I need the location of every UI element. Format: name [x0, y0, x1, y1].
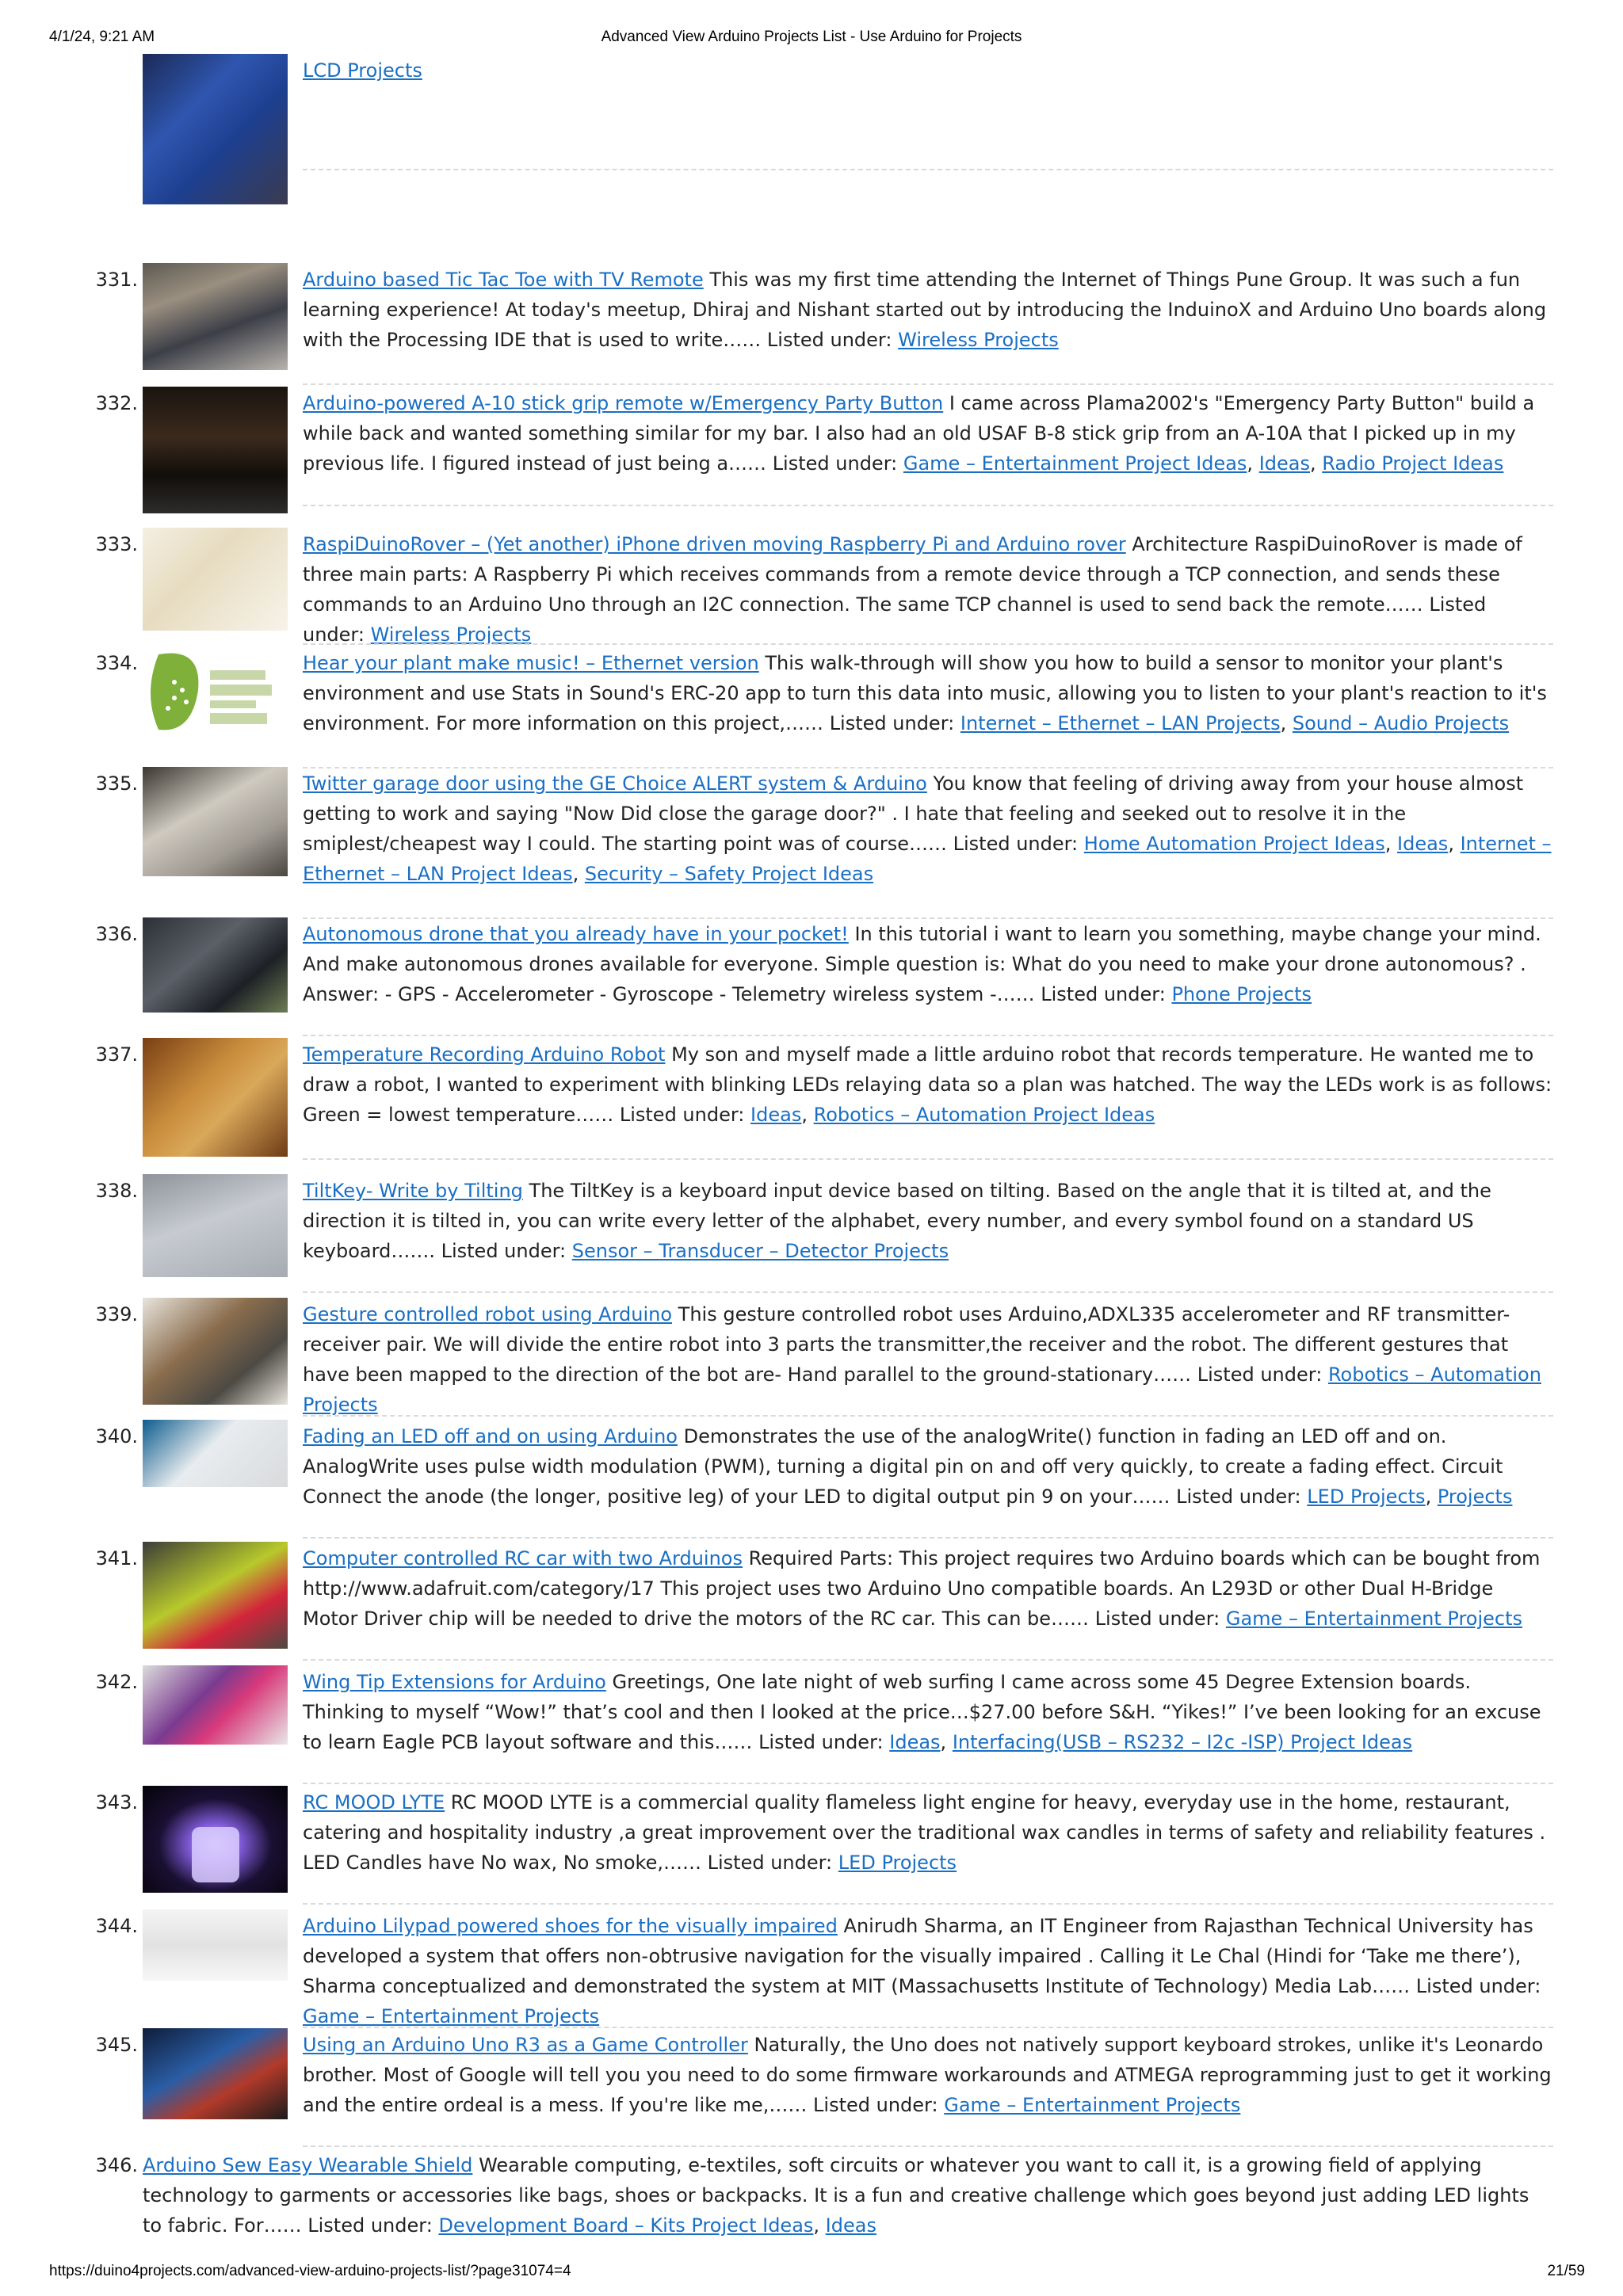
listed-under-label: Listed under:: [441, 1240, 567, 1262]
category-link[interactable]: Security – Safety Project Ideas: [584, 863, 874, 885]
project-title-link[interactable]: Fading an LED off and on using Arduino: [303, 1425, 678, 1447]
project-thumbnail[interactable]: [143, 1298, 288, 1405]
category-link[interactable]: Interfacing(USB – RS232 – I2c -ISP) Project Ideas: [952, 1731, 1413, 1753]
project-description: This gesture controlled robot uses Arduino,ADXL335 accelerometer and RF transmitter-receiver pair. We will divide the entire robot into 3 parts the transmitter,the receiver and the robot. The different gestures that have been mapped to the direction of the bot are- Hand parallel to the ground-stationary……: [303, 1303, 1510, 1386]
project-description: Architecture RaspiDuinoRover is made of three main parts: A Raspberry Pi which receives commands from a remote device through a TCP connection, and sends these commands to an Arduino Uno through an I2C connection. The same TCP channel is used to send back the remote……: [303, 533, 1522, 616]
category-link[interactable]: Internet – Ethernet – LAN Project Ideas: [303, 833, 1552, 885]
project-thumbnail[interactable]: [143, 767, 288, 876]
project-thumbnail[interactable]: [143, 1174, 288, 1277]
entry-divider: [303, 383, 1553, 385]
category-link[interactable]: Robotics – Automation Project Ideas: [813, 1104, 1155, 1126]
project-entry-text: [303, 2030, 1553, 2120]
project-thumbnail[interactable]: [143, 528, 288, 631]
listed-under-label: Listed under:: [758, 1731, 884, 1753]
project-entry-text: [303, 769, 1553, 889]
category-link[interactable]: Ideas: [825, 2214, 876, 2237]
category-link[interactable]: LED Projects: [838, 1852, 957, 1874]
item-number: 333.: [95, 533, 138, 555]
item-number: 343.: [95, 1791, 138, 1814]
category-separator: ,: [940, 1731, 953, 1753]
item-number: 344.: [95, 1915, 138, 1937]
entry-divider: [303, 643, 1553, 645]
project-description: Anirudh Sharma, an IT Engineer from Rajasthan Technical University has developed a system that offers non-obtrusive navigation for the visually impaired . Calling it Le Chal (Hindi for ‘Take me there’), Sharma conceptualized and demonstrated the system at MIT (Massachusetts Institute of Technology) Media Lab……: [303, 1915, 1533, 1997]
entry-divider: [303, 2027, 1553, 2028]
project-title-link[interactable]: Arduino Lilypad powered shoes for the visually impaired: [303, 1915, 838, 1937]
category-link[interactable]: Game – Entertainment Project Ideas: [903, 452, 1247, 475]
category-link[interactable]: Sound – Audio Projects: [1292, 712, 1510, 734]
category-link[interactable]: Ideas: [750, 1104, 802, 1126]
category-separator: ,: [1280, 712, 1293, 734]
project-entry-text: [303, 1421, 1553, 1512]
project-title-link[interactable]: RaspiDuinoRover – (Yet another) iPhone driven moving Raspberry Pi and Arduino rover: [303, 533, 1126, 555]
category-link[interactable]: Robotics – Automation Projects: [303, 1363, 1541, 1416]
project-description: Naturally, the Uno does not natively support keyboard strokes, unlike it's Leonardo brother. Most of Google will tell you you need to do some firmware workarounds and ATMEGA reprogramming just to get it working and the entire ordeal is a mess. If you're like me,……: [303, 2034, 1552, 2116]
project-description: This was my first time attending the Internet of Things Pune Group. It was such a fun learning experience! At today's meetup, Dhiraj and Nishant started out by introducing the InduinoX and Arduino Uno boards along with the Processing IDE that is used to write……: [303, 269, 1547, 351]
print-page-number: 21/59: [1547, 2263, 1585, 2279]
project-entry-text: [303, 1039, 1553, 1130]
listed-under-label: Listed under:: [953, 833, 1079, 855]
project-entry-text: [303, 1787, 1553, 1878]
entry-divider: [303, 1783, 1553, 1784]
project-title-link[interactable]: LCD Projects: [303, 59, 422, 82]
project-entry-text: [303, 648, 1553, 738]
listed-under-label: Listed under:: [1094, 1608, 1220, 1630]
project-entry-text: [303, 1176, 1553, 1266]
listed-under-label: Listed under:: [619, 1104, 745, 1126]
item-number: 342.: [95, 1671, 138, 1693]
print-datetime: 4/1/24, 9:21 AM: [49, 29, 155, 45]
entry-divider: [303, 1537, 1553, 1539]
entry-divider: [303, 169, 1553, 170]
project-title-link[interactable]: Arduino Sew Easy Wearable Shield: [143, 2154, 473, 2176]
category-link[interactable]: Sensor – Transducer – Detector Projects: [571, 1240, 949, 1262]
listed-under-label: Listed under:: [813, 2094, 938, 2116]
category-link[interactable]: Game – Entertainment Projects: [303, 2005, 600, 2027]
listed-under-label: Listed under:: [766, 329, 892, 351]
project-title-link[interactable]: Computer controlled RC car with two Arduinos: [303, 1547, 743, 1569]
listed-under-label: Listed under:: [307, 2214, 433, 2237]
project-description: Required Parts: This project requires two Arduino boards which can be bought from http://www.adafruit.com/category/17 This project uses two Arduino Uno compatible boards. An L293D or other Dual H-Bridge Motor Driver chip will be needed to drive the motors of the RC car. This can be……: [303, 1547, 1541, 1630]
project-title-link[interactable]: Arduino based Tic Tac Toe with TV Remote: [303, 269, 704, 291]
project-description: My son and myself made a little arduino robot that records temperature. He wanted me to draw a robot, I wanted to experiment with blinking LEDs relaying data so a plan was hatched. The way the LEDs work is as follows: Green = lowest temperature……: [303, 1043, 1552, 1126]
project-description: Wearable computing, e-textiles, soft circuits or whatever you want to call it, is a growing field of applying technology to garments or accessories like bags, shoes or backpacks. It is a fun and creative challenge which goes beyond just adding LED lights to fabric. For……: [143, 2154, 1529, 2237]
listed-under-label: Listed under:: [707, 1852, 833, 1874]
project-entry-text: [303, 1911, 1553, 2031]
project-thumbnail[interactable]: [143, 1786, 288, 1893]
item-number: 335.: [95, 772, 138, 795]
stats-in-sound-logo: [143, 646, 288, 738]
item-number: 345.: [95, 2034, 138, 2056]
item-number: 339.: [95, 1303, 138, 1325]
project-thumbnail[interactable]: [143, 1420, 288, 1487]
print-page-title: Advanced View Arduino Projects List - Use Arduino for Projects: [601, 29, 1022, 45]
category-link[interactable]: Game – Entertainment Projects: [944, 2094, 1241, 2116]
project-entry-text: [303, 1667, 1553, 1757]
project-entry-text: [303, 529, 1553, 650]
category-separator: ,: [1384, 833, 1398, 855]
project-thumbnail[interactable]: [143, 54, 288, 204]
project-thumbnail[interactable]: [143, 2028, 288, 2119]
item-number: 341.: [95, 1547, 138, 1569]
item-number: 340.: [95, 1425, 138, 1447]
project-title-link[interactable]: Twitter garage door using the GE Choice ALERT system & Arduino: [303, 772, 927, 795]
item-number: 346.: [95, 2154, 138, 2176]
project-entry-text: [303, 388, 1553, 479]
listed-under-label: Listed under:: [1197, 1363, 1323, 1386]
project-description: Greetings, One late night of web surfing I came across some 45 Degree Extension boards. Thinking to myself “Wow!” that’s cool and then I looked at the price…$27.00 before S&H. “Yikes!” I’ve been looking for an excuse to learn Eagle PCB layout software and this……: [303, 1671, 1541, 1753]
category-link[interactable]: Game – Entertainment Projects: [1225, 1608, 1523, 1630]
project-title-link[interactable]: Using an Arduino Uno R3 as a Game Controller: [303, 2034, 748, 2056]
project-entry-text: [143, 2150, 1553, 2241]
candle-glow-image: [143, 1786, 288, 1893]
item-number: 332.: [95, 392, 138, 414]
project-description: In this tutorial i want to learn you something, maybe change your mind. And make autonomous drones available for everyone. Simple question is: What do you need to make your drone autonomous? . Answer: - GPS - Accelerometer - Gyroscope - Telemetry wireless system -……: [303, 923, 1541, 1005]
category-separator: ,: [1448, 833, 1461, 855]
category-link[interactable]: Projects: [1437, 1486, 1513, 1508]
project-entry-text: [303, 265, 1553, 355]
project-description: I came across Plama2002's "Emergency Party Button" build a while back and wanted something similar for my bar. I also had an old USAF B-8 stick grip from an A-10A that I picked up in my previous life. I figured instead of just being a……: [303, 392, 1535, 475]
project-description: You know that feeling of driving away from your house almost getting to work and saying "Now Did close the garage door?" . I hate that feeling and seeked out to resolve it in the smiplest/cheapest way I could. The starting point was of course……: [303, 772, 1524, 855]
category-separator: ,: [1309, 452, 1323, 475]
item-number: 337.: [95, 1043, 138, 1066]
listed-under-label: Listed under:: [1176, 1486, 1301, 1508]
project-description: RC MOOD LYTE is a commercial quality flameless light engine for heavy, everyday use in the home, restaurant, catering and hospitality industry ,a great improvement over the traditional wax candles in terms of safety and reliability features . LED Candles have No wax, No smoke,……: [303, 1791, 1546, 1874]
project-description: This walk-through will show you how to build a sensor to monitor your plant's environment and use Stats in Sound's ERC-20 app to turn this data into music, allowing you to listen to your plant's reaction to it's environment. For more information on this project,……: [303, 652, 1547, 734]
category-link[interactable]: Internet – Ethernet – LAN Projects: [960, 712, 1281, 734]
project-title-link[interactable]: Autonomous drone that you already have in your pocket!: [303, 923, 849, 945]
entry-divider: [303, 1903, 1553, 1905]
project-thumbnail[interactable]: [143, 263, 288, 370]
category-separator: ,: [572, 863, 585, 885]
category-link[interactable]: Wireless Projects: [370, 624, 532, 646]
project-title-link[interactable]: Arduino-powered A-10 stick grip remote w/Emergency Party Button: [303, 392, 944, 414]
listed-under-label: Listed under:: [303, 593, 1487, 646]
project-description: The TiltKey is a keyboard input device based on tilting. Based on the angle that it is tilted at, and the direction it is tilted in, you can write every letter of the alphabet, every number, and every symbol found on a standard US keyboard…….: [303, 1180, 1491, 1262]
project-description: Demonstrates the use of the analogWrite() function in fading an LED off and on. AnalogWrite uses pulse width modulation (PWM), turning a digital pin on and off very quickly, to create a fading effect. Circuit Connect the anode (the longer, positive leg) of your LED to digital output pin 9 on your……: [303, 1425, 1503, 1508]
project-entry-text: [303, 55, 1553, 86]
project-entry-text: [303, 1299, 1553, 1420]
project-thumbnail[interactable]: [143, 1038, 288, 1157]
category-link[interactable]: Ideas: [1258, 452, 1310, 475]
category-link[interactable]: LED Projects: [1307, 1486, 1426, 1508]
project-title-link[interactable]: TiltKey- Write by Tilting: [303, 1180, 523, 1202]
project-thumbnail[interactable]: [143, 1542, 288, 1649]
category-link[interactable]: Wireless Projects: [898, 329, 1059, 351]
category-separator: ,: [1425, 1486, 1438, 1508]
project-entry-text: [303, 919, 1553, 1009]
project-title-link[interactable]: Temperature Recording Arduino Robot: [303, 1043, 666, 1066]
project-title-link[interactable]: RC MOOD LYTE: [303, 1791, 445, 1814]
print-url: https://duino4projects.com/advanced-view-arduino-projects-list/?page31074=4: [49, 2263, 571, 2279]
item-number: 334.: [95, 652, 138, 674]
category-link[interactable]: Development Board – Kits Project Ideas: [438, 2214, 814, 2237]
category-separator: ,: [813, 2214, 826, 2237]
category-link[interactable]: Ideas: [889, 1731, 941, 1753]
project-title-link[interactable]: Wing Tip Extensions for Arduino: [303, 1671, 606, 1693]
project-title-link[interactable]: Hear your plant make music! – Ethernet version: [303, 652, 759, 674]
entry-divider: [303, 1659, 1553, 1661]
project-thumbnail[interactable]: [143, 917, 288, 1013]
listed-under-label: Listed under:: [772, 452, 898, 475]
project-entry-text: [303, 1543, 1553, 1634]
category-link[interactable]: Ideas: [1397, 833, 1449, 855]
listed-under-label: Listed under:: [829, 712, 955, 734]
entry-divider: [303, 1415, 1553, 1417]
item-number: 336.: [95, 923, 138, 945]
entry-divider: [303, 1158, 1553, 1160]
project-thumbnail[interactable]: [143, 387, 288, 513]
item-number: 331.: [95, 269, 138, 291]
listed-under-label: Listed under:: [1415, 1975, 1541, 1997]
category-separator: ,: [1247, 452, 1259, 475]
listed-under-label: Listed under:: [1041, 983, 1166, 1005]
project-thumbnail[interactable]: [143, 1665, 288, 1745]
project-thumbnail[interactable]: [143, 646, 288, 738]
category-link[interactable]: Phone Projects: [1171, 983, 1312, 1005]
category-link[interactable]: Home Automation Project Ideas: [1083, 833, 1385, 855]
entry-divider: [303, 2145, 1553, 2147]
category-separator: ,: [801, 1104, 814, 1126]
category-link[interactable]: Radio Project Ideas: [1322, 452, 1504, 475]
project-title-link[interactable]: Gesture controlled robot using Arduino: [303, 1303, 673, 1325]
entry-divider: [303, 505, 1553, 506]
project-thumbnail[interactable]: [143, 1909, 288, 1981]
entry-divider: [303, 1291, 1553, 1293]
item-number: 338.: [95, 1180, 138, 1202]
entry-divider: [303, 1035, 1553, 1036]
